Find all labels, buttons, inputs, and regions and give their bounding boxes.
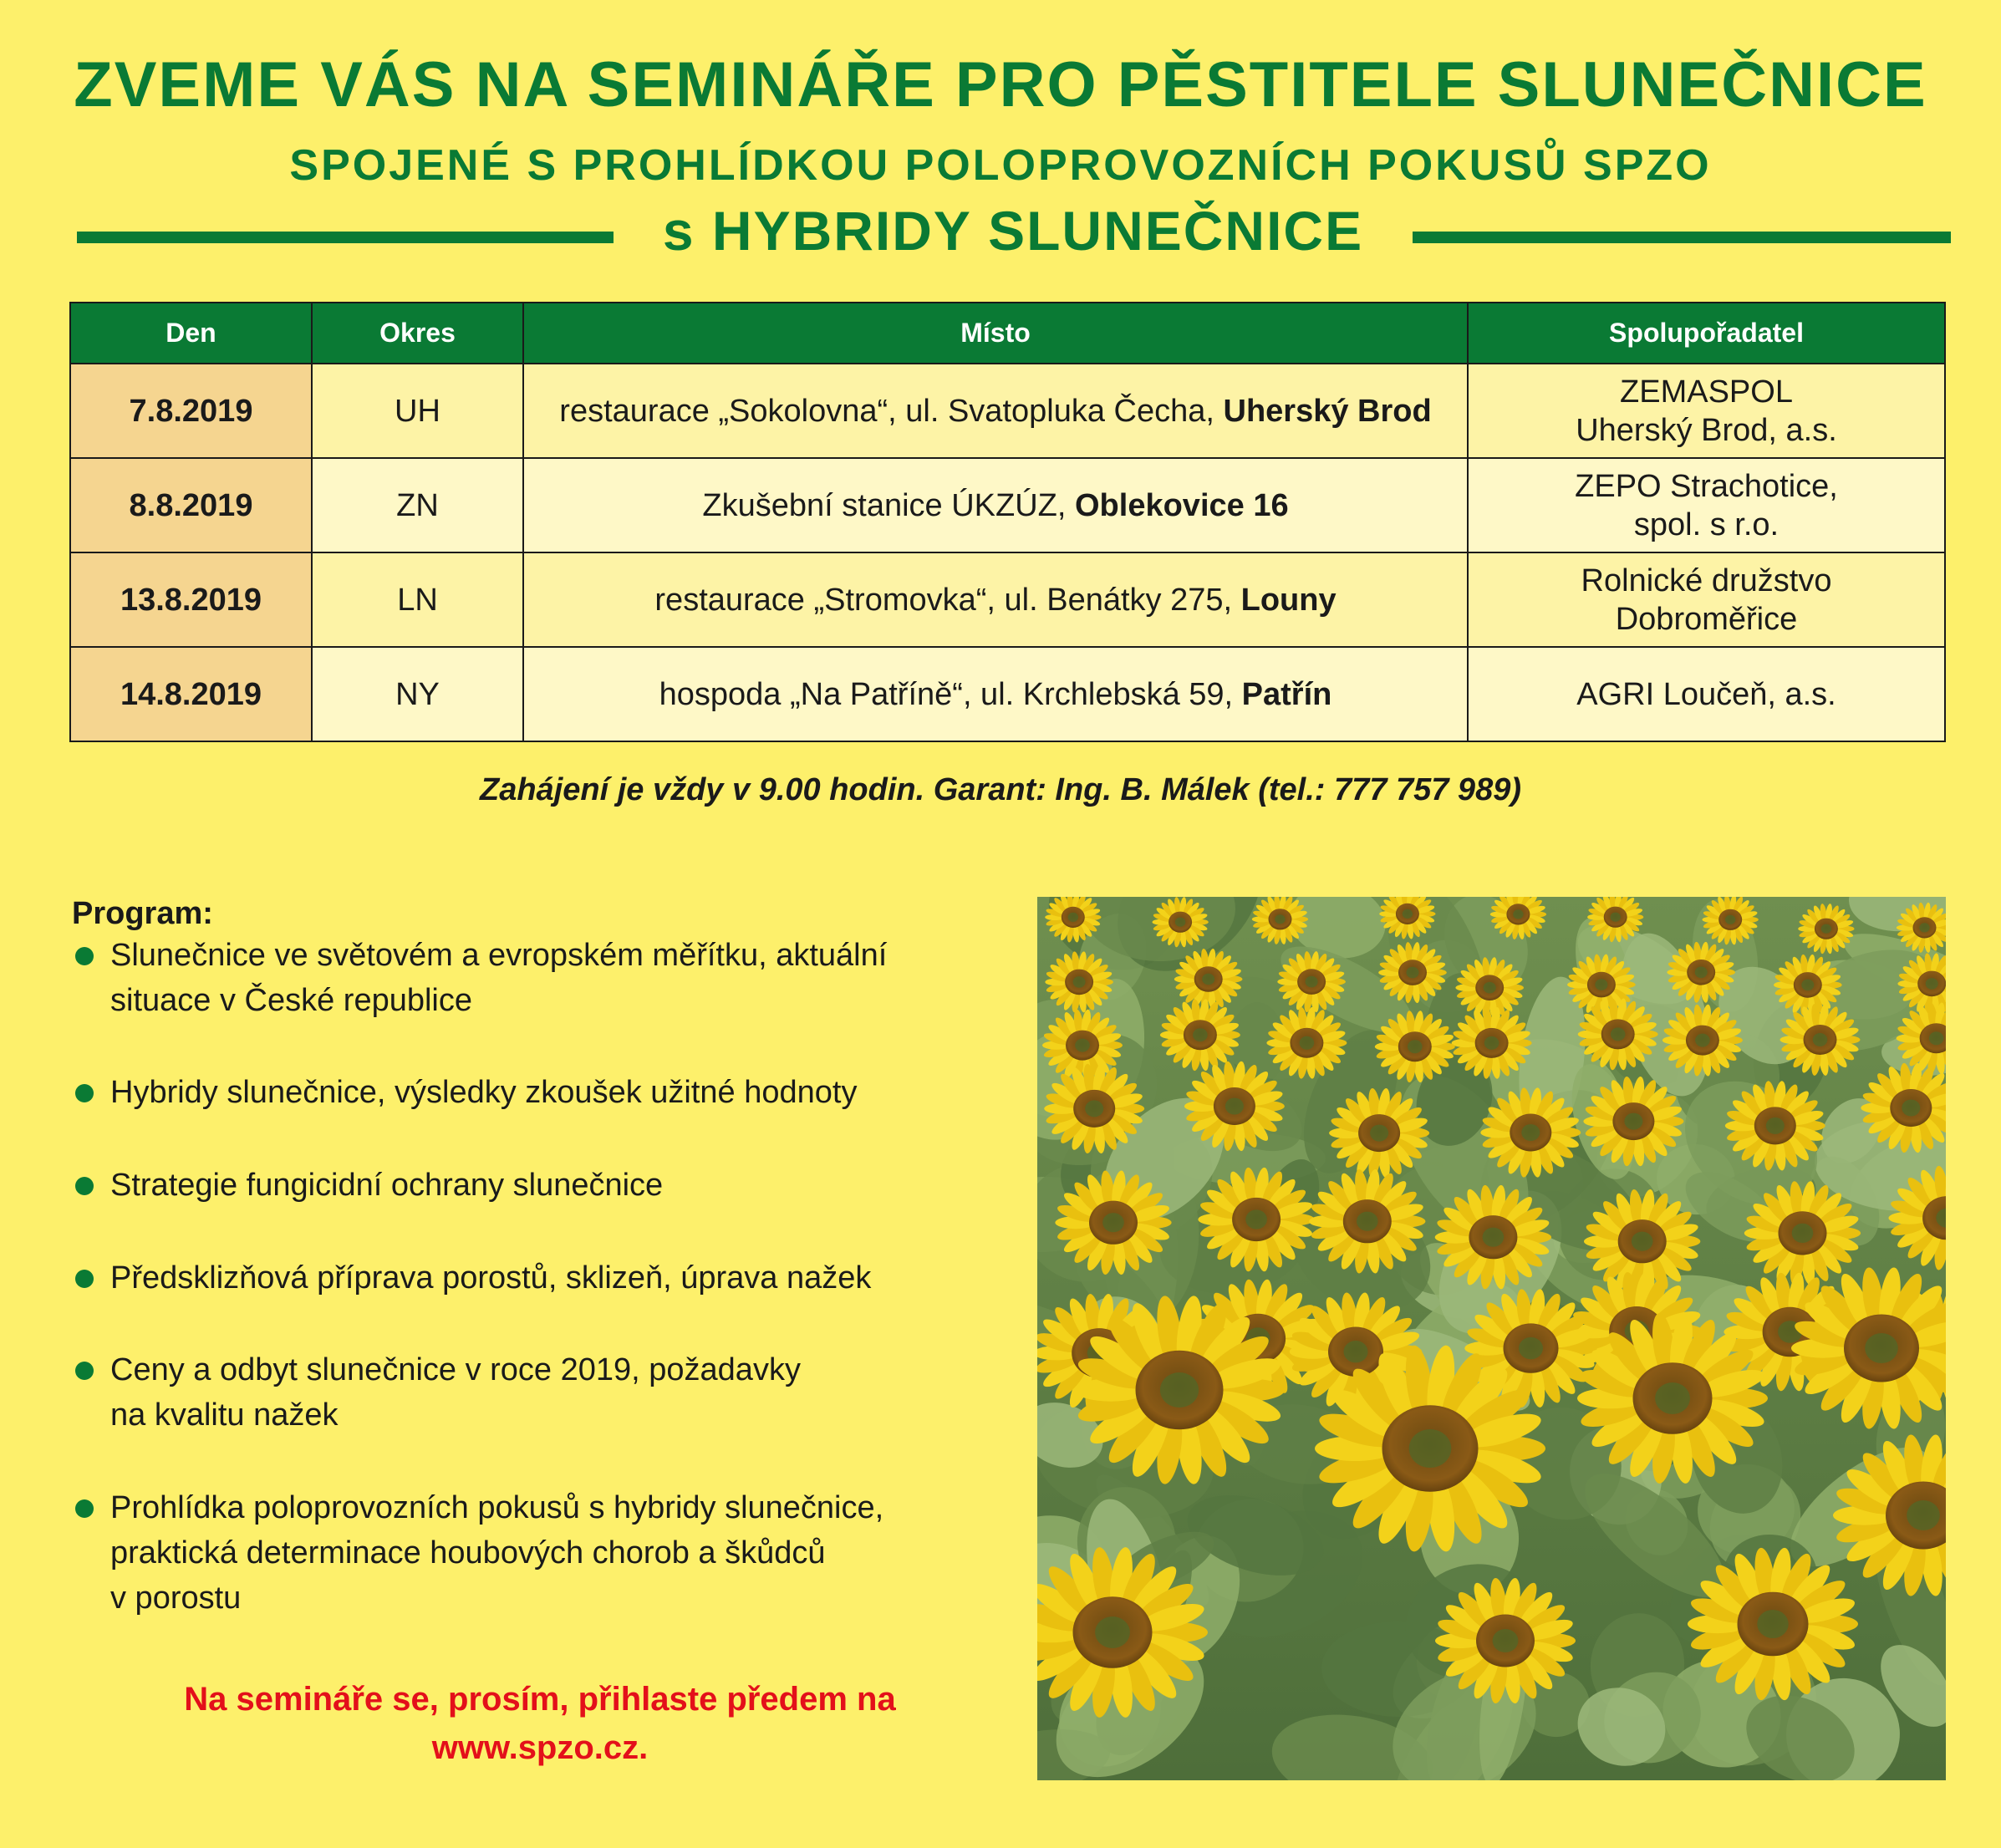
place-text: hospoda „Na Patříně“, ul. Krchlebská 59, — [659, 676, 1242, 712]
list-item — [72, 1070, 1008, 1115]
partner-line: Uherský Brod, a.s. — [1576, 412, 1837, 448]
cell-partner — [1468, 458, 1945, 552]
table-header-row — [70, 303, 1945, 364]
bullet-icon — [75, 1270, 94, 1288]
cell-place — [523, 647, 1468, 741]
bullet-icon — [75, 1177, 94, 1195]
list-item-line: Strategie fungicidní ochrany slunečnice — [110, 1168, 664, 1203]
bullet-icon — [75, 947, 94, 965]
cell-date: 8.8.2019 — [70, 458, 312, 552]
program-list — [72, 933, 1008, 1621]
column-header-den: Den — [70, 303, 312, 364]
table-row — [70, 364, 1945, 458]
start-time-note: Zahájení je vždy v 9.00 hodin. Garant: Ing. B. Málek (tel.: 777 757 989) — [480, 772, 1521, 807]
place-town: Uherský Brod — [1223, 393, 1432, 429]
table-row — [70, 458, 1945, 552]
cell-place — [523, 458, 1468, 552]
place-text: restaurace „Stromovka“, ul. Benátky 275, — [654, 582, 1241, 618]
list-item-line: na kvalitu nažek — [110, 1397, 339, 1433]
cell-okres: LN — [312, 552, 523, 647]
page-subtitle-hybrids: s HYBRIDY SLUNEČNICE — [662, 200, 1364, 262]
seminar-schedule-table — [69, 302, 1946, 742]
column-header-spoluporadatel: Spolupořadatel — [1468, 303, 1945, 364]
column-header-misto: Místo — [523, 303, 1468, 364]
cell-date: 14.8.2019 — [70, 647, 312, 741]
place-town: Patřín — [1241, 676, 1332, 712]
list-item — [72, 1255, 1008, 1301]
cell-okres: ZN — [312, 458, 523, 552]
divider-left — [77, 232, 614, 243]
table-row — [70, 552, 1945, 647]
bullet-icon — [75, 1362, 94, 1380]
cell-partner — [1468, 552, 1945, 647]
bullet-icon — [75, 1084, 94, 1102]
list-item — [72, 933, 1008, 1023]
cell-date: 13.8.2019 — [70, 552, 312, 647]
list-item-line: Hybridy slunečnice, výsledky zkoušek užitné hodnoty — [110, 1075, 858, 1110]
program-heading: Program: — [72, 896, 213, 931]
divider-right — [1413, 232, 1951, 243]
cell-partner — [1468, 647, 1945, 741]
page-subtitle: SPOJENÉ S PROHLÍDKOU POLOPROVOZNÍCH POKUSŮ SPZO — [289, 141, 1712, 190]
partner-line: AGRI Loučeň, a.s. — [1576, 676, 1836, 712]
partner-line: ZEMASPOL — [1620, 374, 1793, 410]
registration-line: Na semináře se, prosím, přihlaste předem na — [184, 1681, 896, 1718]
list-item — [72, 1163, 1008, 1208]
cell-partner — [1468, 364, 1945, 458]
cell-place — [523, 364, 1468, 458]
partner-line: ZEPO Strachotice, — [1575, 468, 1838, 504]
partner-line: spol. s r.o. — [1633, 507, 1780, 542]
place-town: Oblekovice 16 — [1075, 487, 1289, 523]
cell-okres: NY — [312, 647, 523, 741]
place-text: Zkušební stanice ÚKZÚZ, — [702, 487, 1075, 523]
list-item-line: situace v České republice — [110, 983, 472, 1018]
list-item-line: Ceny a odbyt slunečnice v roce 2019, požadavky — [110, 1352, 801, 1387]
list-item-line: Slunečnice ve světovém a evropském měřítku, aktuální — [110, 938, 888, 973]
registration-note — [72, 1675, 1008, 1772]
place-text: restaurace „Sokolovna“, ul. Svatopluka Čecha, — [559, 393, 1224, 429]
list-item — [72, 1485, 1008, 1621]
partner-line: Rolnické družstvo — [1581, 563, 1832, 598]
list-item-line: praktická determinace houbových chorob a škůdců — [110, 1535, 826, 1571]
list-item-line: Předsklizňová příprava porostů, sklizeň, úprava nažek — [110, 1260, 872, 1296]
cell-date: 7.8.2019 — [70, 364, 312, 458]
list-item — [72, 1347, 1008, 1438]
sunflower-field-photo-icon — [1037, 897, 1946, 1780]
column-header-okres: Okres — [312, 303, 523, 364]
page-title: ZVEME VÁS NA SEMINÁŘE PRO PĚSTITELE SLUNEČNICE — [74, 49, 1927, 120]
list-item-line: v porostu — [110, 1581, 242, 1616]
table-row — [70, 647, 1945, 741]
place-town: Louny — [1240, 582, 1337, 618]
sunflower-field-image — [1037, 897, 1946, 1780]
list-item-line: Prohlídka poloprovozních pokusů s hybridy slunečnice, — [110, 1490, 884, 1525]
cell-okres: UH — [312, 364, 523, 458]
registration-url: www.spzo.cz. — [431, 1729, 649, 1766]
bullet-icon — [75, 1499, 94, 1518]
cell-place — [523, 552, 1468, 647]
partner-line: Dobroměřice — [1615, 601, 1798, 637]
